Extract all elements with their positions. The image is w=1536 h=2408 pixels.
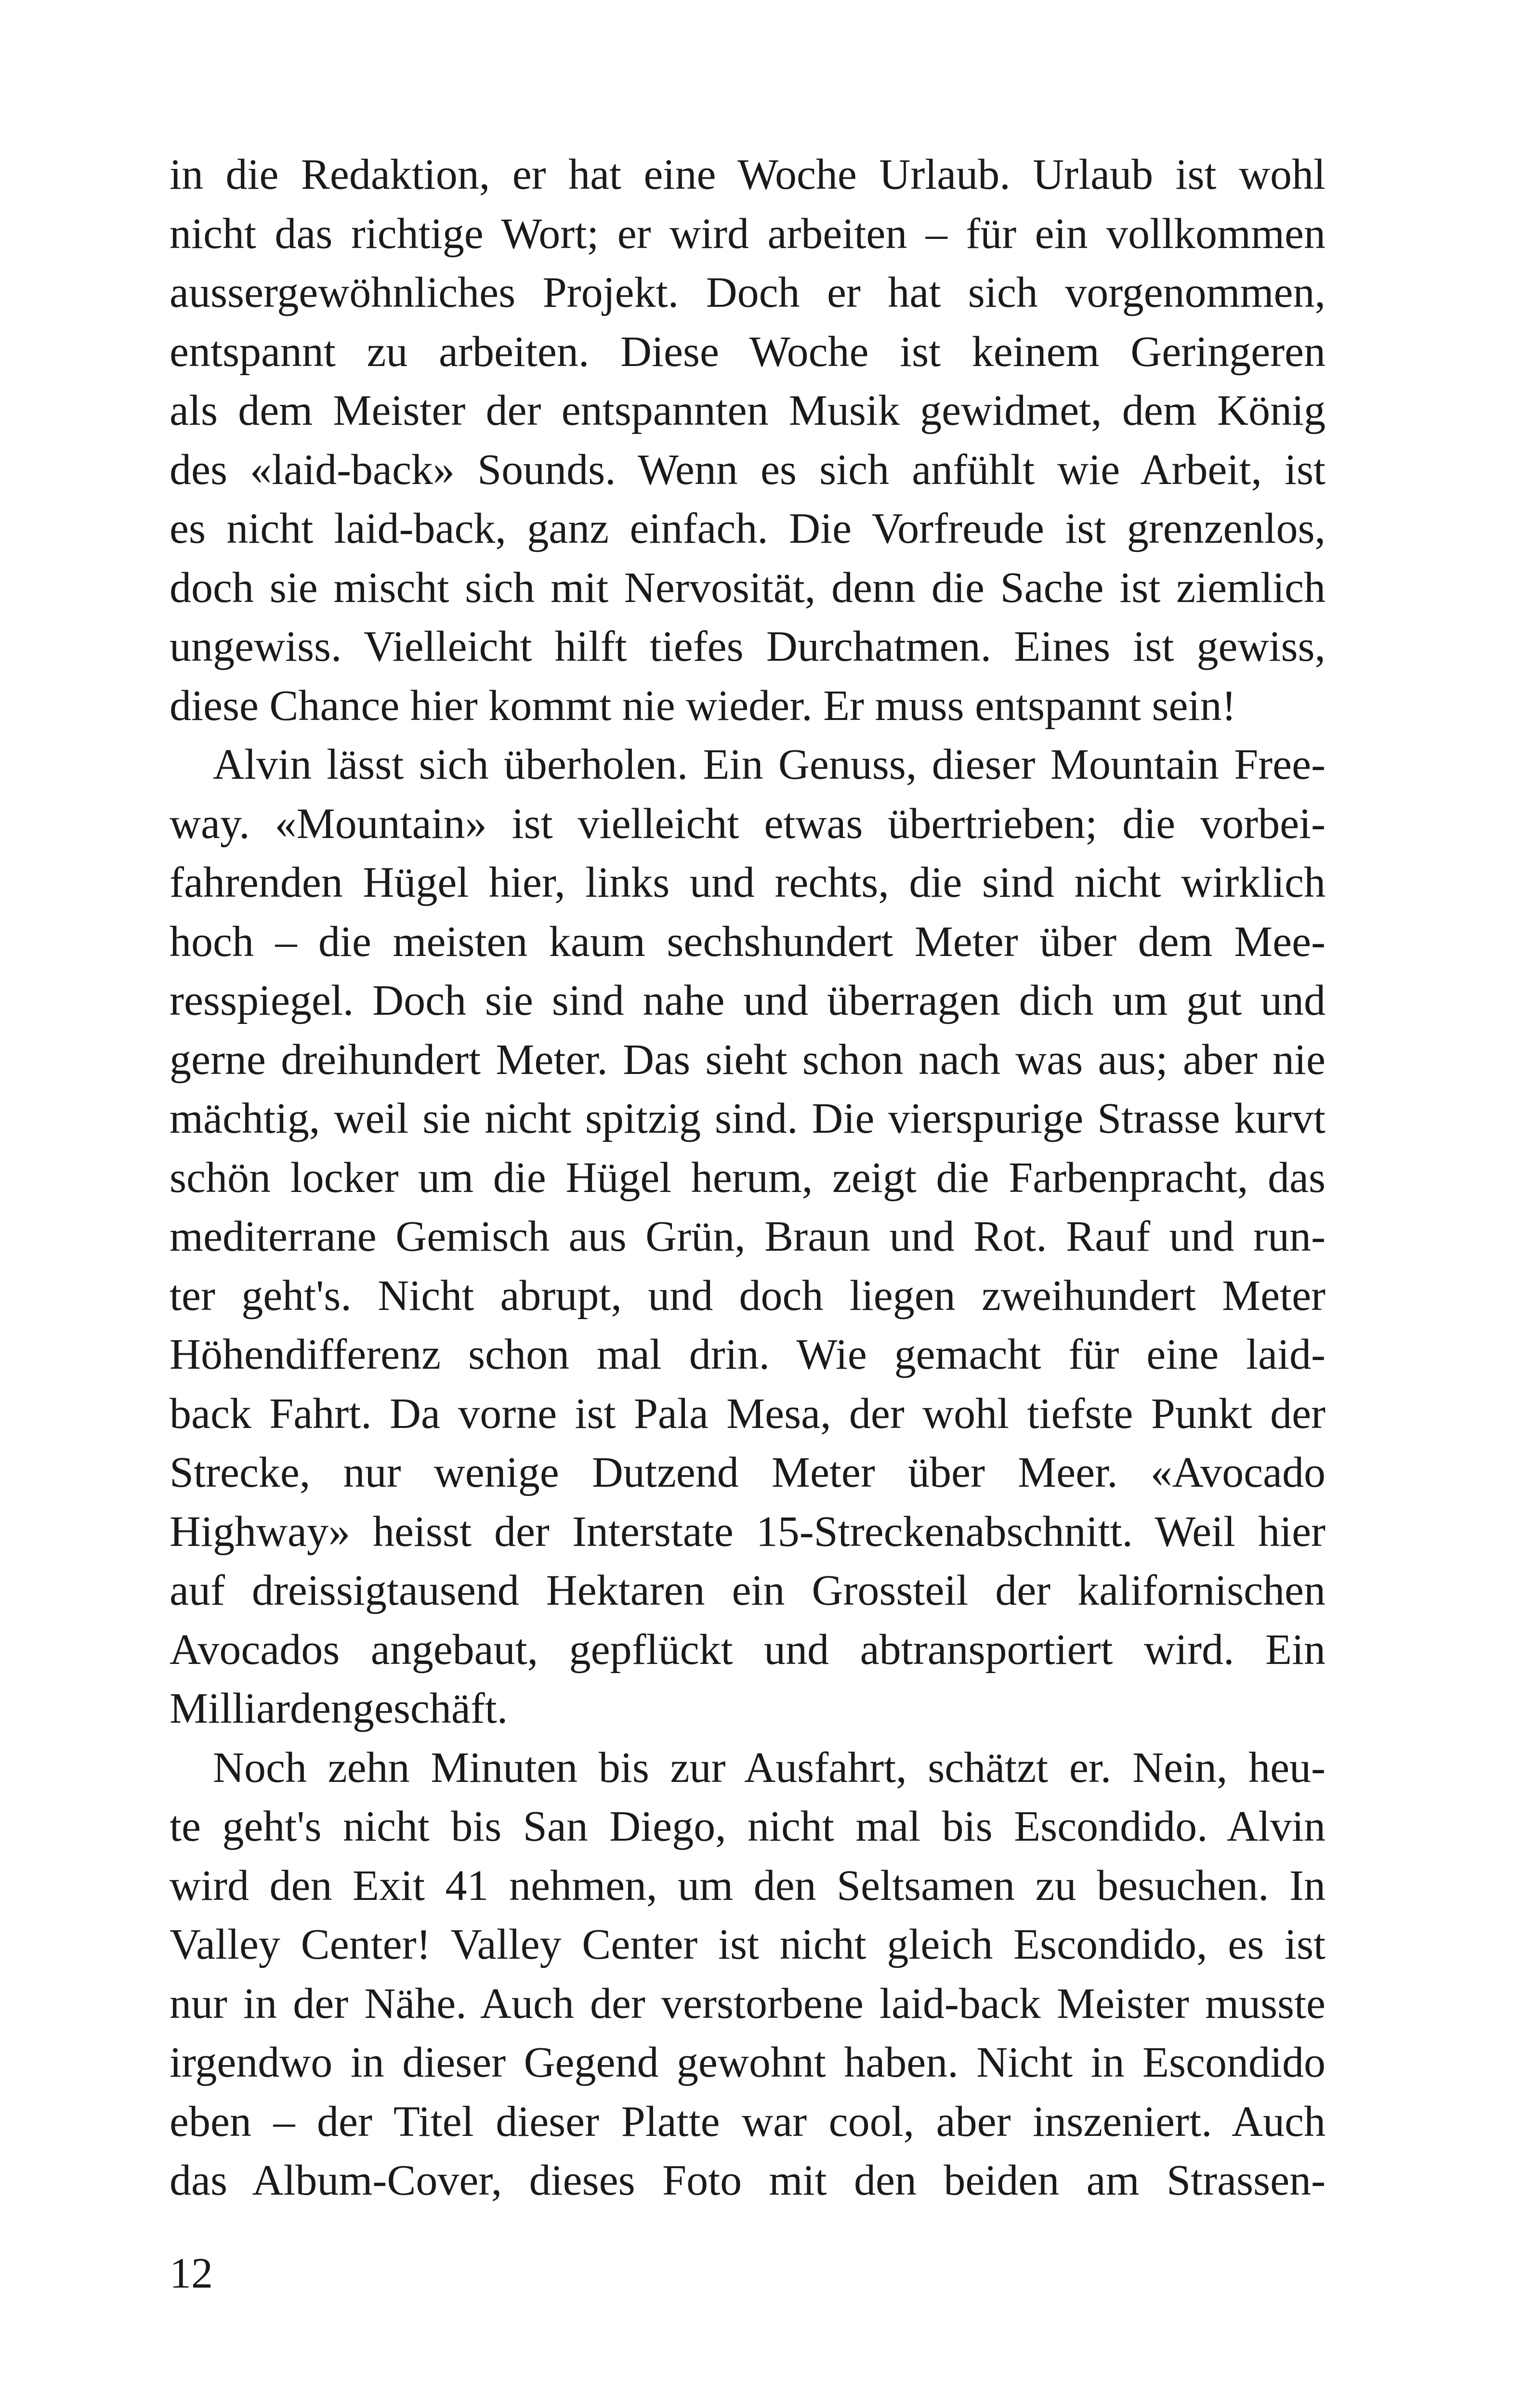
text-line: Alvin lässt sich überholen. Ein Genuss, dieser Mountain Free- — [213, 741, 1326, 788]
page-number: 12 — [170, 2250, 213, 2297]
text-line: in die Redaktion, er hat eine Woche Urlaub. Urlaub ist wohl — [170, 151, 1326, 198]
text-line: gerne dreihundert Meter. Das sieht schon nach was aus; aber nie — [170, 1035, 1326, 1084]
text-line: diese Chance hier kommt nie wieder. Er muss entspannt sein! — [170, 681, 1236, 730]
text-line: Höhendifferenz schon mal drin. Wie gemacht für eine laid- — [170, 1331, 1326, 1378]
text-line: aussergewöhnliches Projekt. Doch er hat sich vorgenommen, — [170, 269, 1326, 316]
text-line: Highway» heisst der Interstate 15-Streckenabschnitt. Weil hier — [170, 1507, 1326, 1556]
text-line: nur in der Nähe. Auch der verstorbene laid-back Meister musste — [170, 1979, 1326, 2028]
text-line: ungewiss. Vielleicht hilft tiefes Durchatmen. Eines ist gewiss, — [170, 623, 1326, 670]
body-text — [170, 145, 1326, 2211]
text-line: wird den Exit 41 nehmen, um den Seltsamen zu besuchen. In — [170, 1861, 1326, 1910]
text-line: irgendwo in dieser Gegend gewohnt haben. Nicht in Escondido — [170, 2039, 1326, 2086]
text-line: schön locker um die Hügel herum, zeigt die Farbenpracht, das — [170, 1153, 1326, 1202]
text-line: doch sie mischt sich mit Nervosität, denn die Sache ist ziemlich — [170, 563, 1326, 612]
text-line: es nicht laid-back, ganz einfach. Die Vorfreude ist grenzenlos, — [170, 505, 1326, 552]
text-line: ter geht's. Nicht abrupt, und doch liegen zweihundert Meter — [170, 1271, 1326, 1320]
text-line: resspiegel. Doch sie sind nahe und überragen dich um gut und — [170, 977, 1326, 1024]
text-line: des «laid-back» Sounds. Wenn es sich anfühlt wie Arbeit, ist — [170, 445, 1326, 494]
text-line: eben – der Titel dieser Platte war cool, aber inszeniert. Auch — [170, 2097, 1326, 2146]
text-line: Noch zehn Minuten bis zur Ausfahrt, schätzt er. Nein, heu- — [213, 1743, 1326, 1792]
text-line: te geht's nicht bis San Diego, nicht mal bis Escondido. Alvin — [170, 1803, 1326, 1850]
text-line: mächtig, weil sie nicht spitzig sind. Die vierspurige Strasse kurvt — [170, 1095, 1326, 1142]
text-line: Milliardengeschäft. — [170, 1685, 508, 1732]
text-line: mediterrane Gemisch aus Grün, Braun und Rot. Rauf und run- — [170, 1213, 1326, 1260]
text-line: Strecke, nur wenige Dutzend Meter über Meer. «Avocado — [170, 1449, 1326, 1496]
text-line: fahrenden Hügel hier, links und rechts, die sind nicht wirklich — [170, 859, 1326, 906]
text-line: Avocados angebaut, gepflückt und abtransportiert wird. Ein — [170, 1625, 1326, 1674]
text-line: way. «Mountain» ist vielleicht etwas übertrieben; die vorbei- — [170, 799, 1326, 848]
text-line: das Album-Cover, dieses Foto mit den beiden am Strassen- — [170, 2157, 1326, 2204]
text-line: entspannt zu arbeiten. Diese Woche ist keinem Geringeren — [170, 327, 1326, 376]
text-line: back Fahrt. Da vorne ist Pala Mesa, der wohl tiefste Punkt der — [170, 1389, 1326, 1438]
text-line: nicht das richtige Wort; er wird arbeiten – für ein vollkommen — [170, 209, 1326, 258]
text-line: Valley Center! Valley Center ist nicht gleich Escondido, es ist — [170, 1921, 1326, 1968]
text-line: auf dreissigtausend Hektaren ein Grossteil der kalifornischen — [170, 1567, 1326, 1614]
text-line: als dem Meister der entspannten Musik gewidmet, dem König — [170, 387, 1326, 434]
text-line: hoch – die meisten kaum sechshundert Meter über dem Mee- — [170, 917, 1326, 966]
